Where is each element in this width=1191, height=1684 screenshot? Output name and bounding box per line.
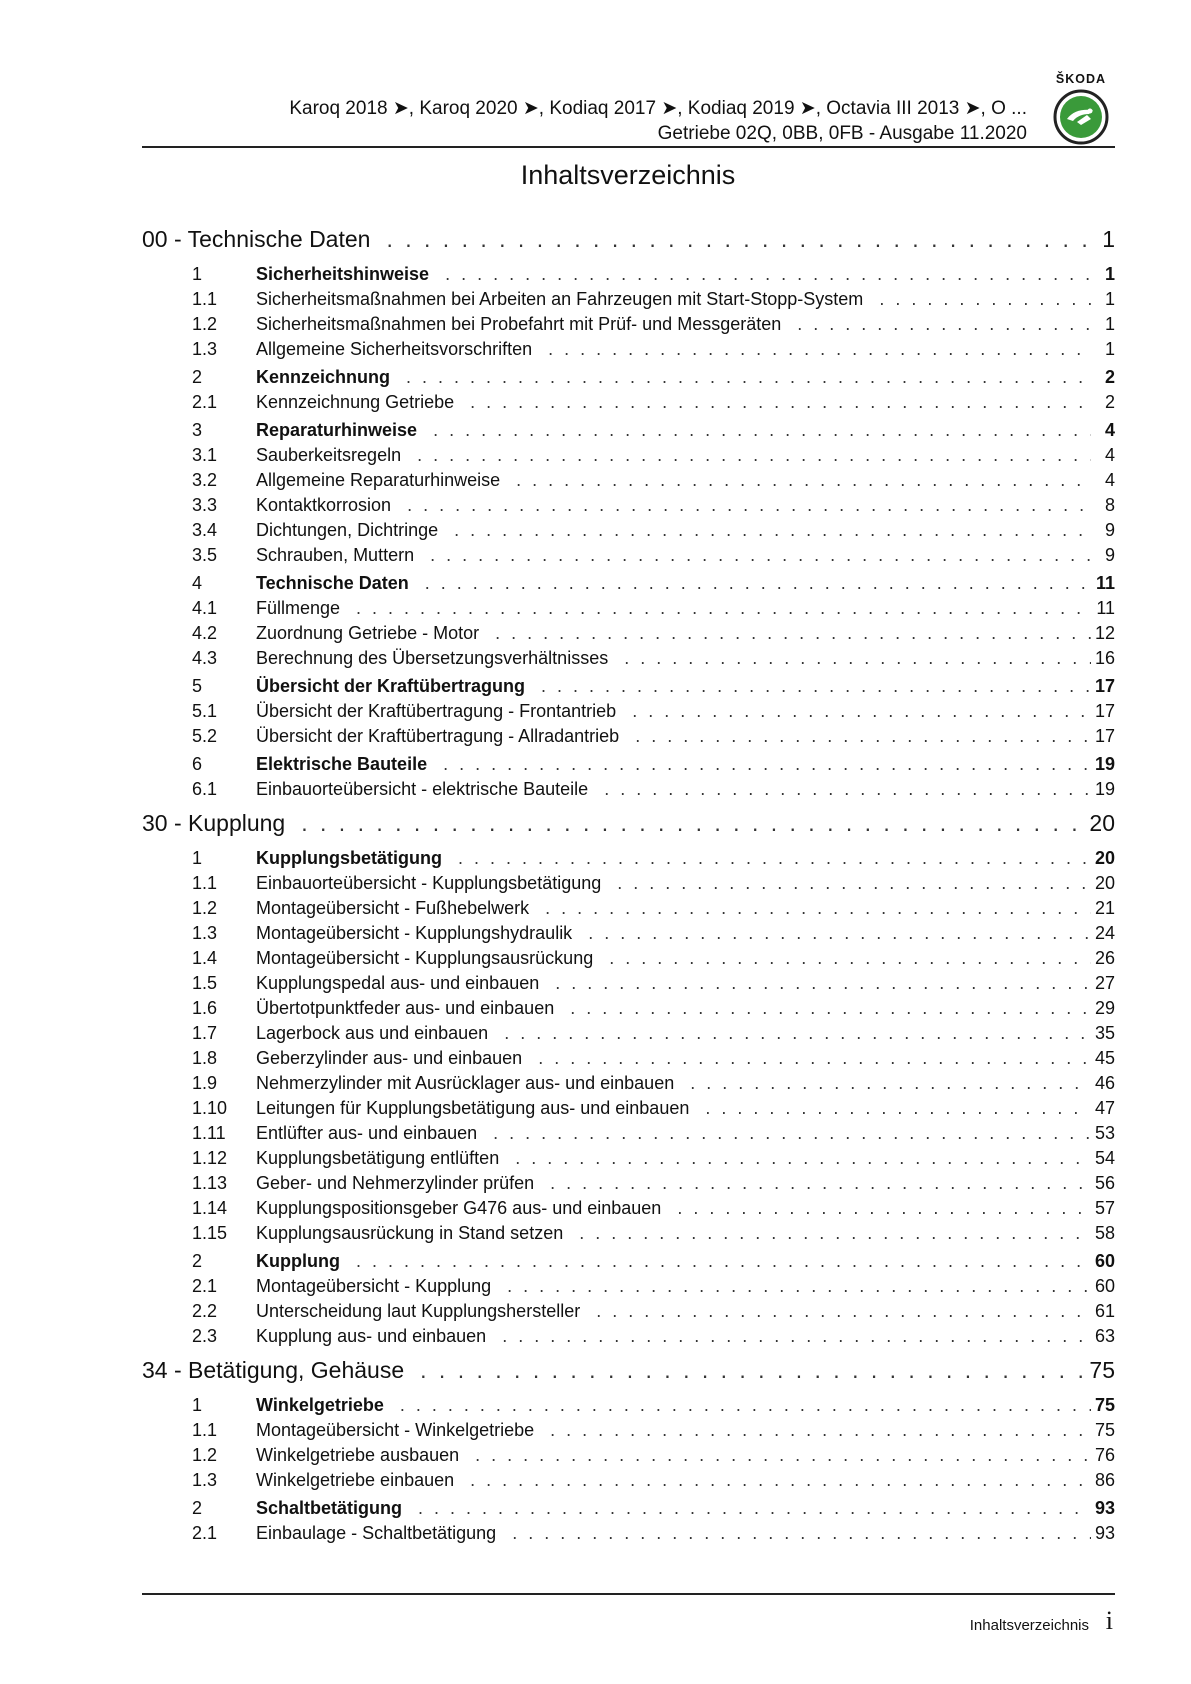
dot-leader (563, 1223, 1091, 1244)
toc-page-number: 58 (1094, 1223, 1115, 1243)
toc-section[interactable] (142, 573, 1115, 598)
toc-subsection[interactable] (142, 392, 1115, 417)
dot-leader (414, 545, 1091, 566)
dot-leader (593, 948, 1091, 969)
dot-leader (479, 623, 1091, 644)
toc-page-number: 4 (1104, 420, 1115, 440)
toc-subsection[interactable] (142, 1073, 1115, 1098)
toc-page-number: 1 (1104, 339, 1115, 359)
toc-page-number: 17 (1094, 726, 1115, 746)
toc-entry-title: Kupplung (256, 1251, 340, 1271)
toc-page-number: 1 (1102, 226, 1115, 252)
dot-leader (661, 1198, 1091, 1219)
logo-wordmark: ŠKODA (1055, 72, 1107, 86)
toc-entry-number: 1.10 (192, 1098, 228, 1118)
toc-page-number: 27 (1094, 973, 1115, 993)
toc-entry-number: 3.4 (192, 520, 218, 540)
footer-page-numeral: i (1105, 1606, 1113, 1635)
toc-entry-number: 1.1 (192, 1420, 218, 1440)
toc-entry-number: 1 (192, 848, 203, 868)
toc-subsection[interactable] (142, 314, 1115, 339)
toc-page-number: 63 (1094, 1326, 1115, 1346)
toc-entry-title: Einbauorteübersicht - Kupplungsbetätigung (256, 873, 602, 893)
dot-leader (522, 1048, 1091, 1069)
toc-entry-title: Kontaktkorrosion (256, 495, 392, 515)
toc-entry-number: 5.1 (192, 701, 218, 721)
toc-page-number: 17 (1094, 676, 1115, 696)
toc-entry-title: Kupplungspedal aus- und einbauen (256, 973, 540, 993)
toc-page-number: 11 (1095, 573, 1115, 593)
table-of-contents (142, 226, 1115, 1548)
toc-section[interactable] (142, 1251, 1115, 1276)
toc-entry-number: 1.1 (192, 873, 218, 893)
header-models: Karoq 2018 ➤, Karoq 2020 ➤, Kodiaq 2017 ➤, Kodiaq 2019 ➤, Octavia III 2013 ➤, O ... (289, 98, 1027, 119)
toc-entry-title: Montageübersicht - Fußhebelwerk (256, 898, 530, 918)
toc-page-number: 8 (1104, 495, 1115, 515)
toc-entry-number: 1.9 (192, 1073, 218, 1093)
toc-entry-number: 1 (192, 264, 203, 284)
winged-arrow-icon (1053, 89, 1109, 145)
toc-entry-title: Montageübersicht - Kupplungsausrückung (256, 948, 594, 968)
toc-entry-title: 30 - Kupplung (142, 810, 286, 836)
toc-page-number: 75 (1089, 1357, 1115, 1383)
toc-subsection[interactable] (142, 623, 1115, 648)
dot-leader (417, 420, 1091, 441)
toc-subsection[interactable] (142, 1301, 1115, 1326)
toc-page-number: 12 (1094, 623, 1115, 643)
toc-subsection[interactable] (142, 495, 1115, 520)
toc-entry-title: Berechnung des Übersetzungsverhältnisses (256, 648, 609, 668)
toc-entry-title: Kupplungsausrückung in Stand setzen (256, 1223, 564, 1243)
toc-section[interactable] (142, 848, 1115, 873)
toc-section[interactable] (142, 754, 1115, 779)
toc-page-number: 4 (1104, 470, 1115, 490)
dot-leader (391, 495, 1091, 516)
page-title: Inhaltsverzeichnis (520, 160, 736, 190)
toc-page-number: 45 (1094, 1048, 1115, 1068)
toc-entry-number: 3 (192, 420, 203, 440)
toc-page-number: 60 (1094, 1276, 1115, 1296)
toc-entry-title: Kupplungsbetätigung (256, 848, 442, 868)
toc-entry-title: Schaltbetätigung (256, 1498, 403, 1518)
skoda-logo (1047, 72, 1115, 142)
toc-entry-title: Übersicht der Kraftübertragung (256, 676, 526, 696)
toc-entry-number: 2 (192, 1251, 203, 1271)
toc-entry-title: 00 - Technische Daten (142, 226, 371, 252)
dot-leader (488, 1023, 1091, 1044)
toc-entry-title: Unterscheidung laut Kupplungshersteller (256, 1301, 581, 1321)
toc-entry-number: 2.1 (192, 1276, 218, 1296)
toc-entry-number: 4 (192, 573, 203, 593)
toc-section[interactable] (142, 676, 1115, 701)
toc-page-number: 57 (1094, 1198, 1115, 1218)
toc-entry-title: Kennzeichnung (256, 367, 390, 387)
toc-page-number: 56 (1094, 1173, 1115, 1193)
toc-subsection[interactable] (142, 1148, 1115, 1173)
toc-entry-title: Übertotpunktfeder aus- und einbauen (256, 998, 555, 1018)
toc-page-number: 93 (1094, 1523, 1115, 1543)
toc-entry-title: Entlüfter aus- und einbauen (256, 1123, 478, 1143)
toc-entry-title: Kupplungspositionsgeber G476 aus- und einbauen (256, 1198, 662, 1218)
toc-entry-number: 1.6 (192, 998, 218, 1018)
toc-entry-title: Übersicht der Kraftübertragung - Frontantrieb (256, 701, 617, 721)
toc-page-number: 35 (1094, 1023, 1115, 1043)
toc-entry-number: 5 (192, 676, 203, 696)
toc-entry-number: 3.2 (192, 470, 218, 490)
toc-page-number: 60 (1094, 1251, 1115, 1271)
toc-entry-number: 5.2 (192, 726, 218, 746)
dot-leader (409, 573, 1091, 594)
toc-subsection[interactable] (142, 289, 1115, 314)
dot-leader (438, 520, 1091, 541)
toc-page-number: 17 (1094, 701, 1115, 721)
toc-entry-title: Leitungen für Kupplungsbetätigung aus- und einbauen (256, 1098, 690, 1118)
toc-entry-number: 1.5 (192, 973, 218, 993)
toc-subsection[interactable] (142, 1098, 1115, 1123)
toc-subsection[interactable] (142, 898, 1115, 923)
toc-entry-title: Sicherheitsmaßnahmen bei Arbeiten an Fahrzeugen mit Start-Stopp-System (256, 289, 864, 309)
toc-entry-number: 6.1 (192, 779, 218, 799)
dot-leader (340, 1251, 1091, 1272)
toc-page-number: 47 (1094, 1098, 1115, 1118)
toc-entry-title: Sicherheitshinweise (256, 264, 430, 284)
toc-page-number: 26 (1094, 948, 1115, 968)
toc-page-number: 4 (1104, 445, 1115, 465)
dot-leader (486, 1326, 1091, 1347)
dot-leader (340, 598, 1091, 619)
toc-subsection[interactable] (142, 873, 1115, 898)
toc-entry-title: Allgemeine Reparaturhinweise (256, 470, 501, 490)
dot-leader (689, 1098, 1091, 1119)
dot-leader (554, 998, 1091, 1019)
toc-entry-number: 1.7 (192, 1023, 218, 1043)
dot-leader (863, 289, 1091, 310)
toc-entry-number: 1.1 (192, 289, 218, 309)
dot-leader (454, 1470, 1091, 1491)
dot-leader (401, 445, 1091, 466)
toc-entry-title: Einbauorteübersicht - elektrische Bauteile (256, 779, 589, 799)
toc-subsection[interactable] (142, 1023, 1115, 1048)
dot-leader (459, 1445, 1091, 1466)
toc-entry-title: Winkelgetriebe ausbauen (256, 1445, 460, 1465)
toc-entry-number: 1.3 (192, 339, 218, 359)
dot-leader (534, 1173, 1091, 1194)
toc-entry-number: 3.5 (192, 545, 218, 565)
toc-entry-number: 2.2 (192, 1301, 218, 1321)
dot-leader (572, 923, 1091, 944)
toc-entry-number: 2.3 (192, 1326, 218, 1346)
toc-chapter[interactable] (142, 810, 1115, 848)
toc-entry-title: Geberzylinder aus- und einbauen (256, 1048, 523, 1068)
toc-entry-number: 1.4 (192, 948, 218, 968)
toc-subsection[interactable] (142, 779, 1115, 804)
toc-subsection[interactable] (142, 1523, 1115, 1548)
toc-entry-number: 1.2 (192, 1445, 218, 1465)
toc-page-number: 2 (1104, 392, 1115, 412)
dot-leader (616, 701, 1091, 722)
toc-section[interactable] (142, 1498, 1115, 1523)
dot-leader (525, 676, 1091, 697)
toc-page-number: 75 (1094, 1395, 1115, 1415)
toc-subsection[interactable] (142, 923, 1115, 948)
toc-entry-number: 1.12 (192, 1148, 228, 1168)
toc-entry-number: 1.14 (192, 1198, 228, 1218)
dot-leader (477, 1123, 1091, 1144)
toc-chapter[interactable] (142, 226, 1115, 264)
toc-page-number: 1 (1104, 264, 1115, 284)
toc-entry-number: 1.13 (192, 1173, 228, 1193)
toc-entry-title: Kennzeichnung Getriebe (256, 392, 455, 412)
toc-entry-title: Zuordnung Getriebe - Motor (256, 623, 480, 643)
toc-subsection[interactable] (142, 1420, 1115, 1445)
toc-subsection[interactable] (142, 973, 1115, 998)
toc-entry-title: Geber- und Nehmerzylinder prüfen (256, 1173, 535, 1193)
toc-section[interactable] (142, 367, 1115, 392)
toc-page-number: 54 (1094, 1148, 1115, 1168)
toc-entry-title: Montageübersicht - Winkelgetriebe (256, 1420, 535, 1440)
toc-subsection[interactable] (142, 1470, 1115, 1495)
toc-entry-title: Sauberkeitsregeln (256, 445, 402, 465)
toc-section[interactable] (142, 264, 1115, 289)
toc-entry-number: 2.1 (192, 1523, 218, 1543)
toc-subsection[interactable] (142, 1276, 1115, 1301)
toc-entry-title: Elektrische Bauteile (256, 754, 428, 774)
toc-entry-title: Winkelgetriebe (256, 1395, 384, 1415)
dot-leader (588, 779, 1091, 800)
dot-leader (491, 1276, 1091, 1297)
toc-page-number: 2 (1104, 367, 1115, 387)
toc-page-number: 24 (1094, 923, 1115, 943)
toc-entry-number: 2 (192, 1498, 203, 1518)
dot-leader (285, 810, 1089, 837)
toc-subsection[interactable] (142, 1326, 1115, 1351)
page-header (142, 66, 1115, 148)
toc-subsection[interactable] (142, 701, 1115, 726)
footer-divider (142, 1593, 1115, 1595)
toc-entry-number: 1 (192, 1395, 203, 1415)
toc-subsection[interactable] (142, 470, 1115, 495)
toc-entry-title: Übersicht der Kraftübertragung - Allradantrieb (256, 726, 620, 746)
toc-entry-number: 1.11 (192, 1123, 226, 1143)
toc-entry-title: Winkelgetriebe einbauen (256, 1470, 455, 1490)
toc-page-number: 16 (1094, 648, 1115, 668)
toc-subsection[interactable] (142, 1198, 1115, 1223)
dot-leader (580, 1301, 1091, 1322)
toc-subsection[interactable] (142, 545, 1115, 570)
toc-entry-number: 1.15 (192, 1223, 228, 1243)
dot-leader (442, 848, 1091, 869)
toc-entry-title: Montageübersicht - Kupplungshydraulik (256, 923, 573, 943)
toc-entry-title: Allgemeine Sicherheitsvorschriften (256, 339, 533, 359)
dot-leader (608, 648, 1091, 669)
toc-entry-number: 4.2 (192, 623, 218, 643)
toc-entry-number: 6 (192, 754, 203, 774)
toc-subsection[interactable] (142, 1123, 1115, 1148)
dot-leader (781, 314, 1091, 335)
toc-page-number: 86 (1094, 1470, 1115, 1490)
toc-entry-title: Montageübersicht - Kupplung (256, 1276, 492, 1296)
toc-entry-number: 1.8 (192, 1048, 218, 1068)
toc-entry-number: 4.3 (192, 648, 218, 668)
dot-leader (384, 1395, 1091, 1416)
dot-leader (500, 470, 1091, 491)
toc-entry-title: Reparaturhinweise (256, 420, 418, 440)
dot-leader (601, 873, 1091, 894)
toc-entry-title: Kupplung aus- und einbauen (256, 1326, 487, 1346)
toc-entry-title: Sicherheitsmaßnahmen bei Probefahrt mit Prüf- und Messgeräten (256, 314, 782, 334)
toc-subsection[interactable] (142, 648, 1115, 673)
toc-subsection[interactable] (142, 520, 1115, 545)
header-text (289, 96, 1027, 146)
toc-entry-title: Einbaulage - Schaltbetätigung (256, 1523, 497, 1543)
toc-subsection[interactable] (142, 948, 1115, 973)
toc-page-number: 53 (1094, 1123, 1115, 1143)
toc-page-number: 21 (1094, 898, 1115, 918)
toc-section[interactable] (142, 420, 1115, 445)
dot-leader (427, 754, 1091, 775)
toc-page-number: 20 (1089, 810, 1115, 836)
toc-page-number: 19 (1094, 754, 1115, 774)
dot-leader (674, 1073, 1091, 1094)
toc-entry-title: Kupplungsbetätigung entlüften (256, 1148, 500, 1168)
dot-leader (539, 973, 1091, 994)
dot-leader (534, 1420, 1091, 1441)
toc-page-number: 75 (1094, 1420, 1115, 1440)
dot-leader (499, 1148, 1091, 1169)
toc-page-number: 20 (1094, 848, 1115, 868)
toc-entry-number: 1.2 (192, 314, 218, 334)
dot-leader (404, 1357, 1089, 1384)
toc-page-number: 19 (1094, 779, 1115, 799)
toc-entry-title: Technische Daten (256, 573, 409, 593)
toc-entry-number: 1.2 (192, 898, 218, 918)
toc-subsection[interactable] (142, 598, 1115, 623)
dot-leader (429, 264, 1091, 285)
toc-entry-title: 34 - Betätigung, Gehäuse (142, 1357, 405, 1383)
dot-leader (402, 1498, 1091, 1519)
dot-leader (529, 898, 1091, 919)
dot-leader (454, 392, 1091, 413)
header-edition: Getriebe 02Q, 0BB, 0FB - Ausgabe 11.2020 (657, 123, 1027, 144)
toc-entry-number: 3.1 (192, 445, 218, 465)
toc-page-number: 11 (1096, 598, 1115, 618)
toc-subsection[interactable] (142, 1223, 1115, 1248)
toc-page-number: 9 (1104, 520, 1115, 540)
dot-leader (619, 726, 1091, 747)
toc-entry-number: 1.3 (192, 1470, 218, 1490)
toc-page-number: 76 (1094, 1445, 1115, 1465)
toc-subsection[interactable] (142, 998, 1115, 1023)
toc-page-number: 61 (1094, 1301, 1115, 1321)
toc-entry-title: Schrauben, Muttern (256, 545, 415, 565)
toc-entry-number: 4.1 (192, 598, 218, 618)
dot-leader (370, 226, 1091, 253)
toc-entry-title: Lagerbock aus und einbauen (256, 1023, 489, 1043)
toc-entry-number: 2 (192, 367, 203, 387)
toc-page-number: 9 (1104, 545, 1115, 565)
toc-page-number: 29 (1094, 998, 1115, 1018)
toc-page-number: 46 (1094, 1073, 1115, 1093)
toc-subsection[interactable] (142, 1173, 1115, 1198)
toc-subsection[interactable] (142, 726, 1115, 751)
footer-label: Inhaltsverzeichnis (969, 1617, 1089, 1634)
dot-leader (532, 339, 1091, 360)
toc-section[interactable] (142, 1395, 1115, 1420)
toc-subsection[interactable] (142, 445, 1115, 470)
dot-leader (496, 1523, 1091, 1544)
toc-entry-title: Füllmenge (256, 598, 341, 618)
toc-entry-title: Dichtungen, Dichtringe (256, 520, 439, 540)
dot-leader (390, 367, 1091, 388)
toc-chapter[interactable] (142, 1357, 1115, 1395)
toc-subsection[interactable] (142, 1048, 1115, 1073)
toc-subsection[interactable] (142, 1445, 1115, 1470)
toc-entry-number: 3.3 (192, 495, 218, 515)
toc-page-number: 1 (1104, 289, 1115, 309)
toc-page-number: 20 (1094, 873, 1115, 893)
toc-entry-number: 2.1 (192, 392, 218, 412)
toc-entry-title: Nehmerzylinder mit Ausrücklager aus- und einbauen (256, 1073, 675, 1093)
toc-page-number: 1 (1104, 314, 1115, 334)
toc-entry-number: 1.3 (192, 923, 218, 943)
toc-subsection[interactable] (142, 339, 1115, 364)
toc-page-number: 93 (1094, 1498, 1115, 1518)
